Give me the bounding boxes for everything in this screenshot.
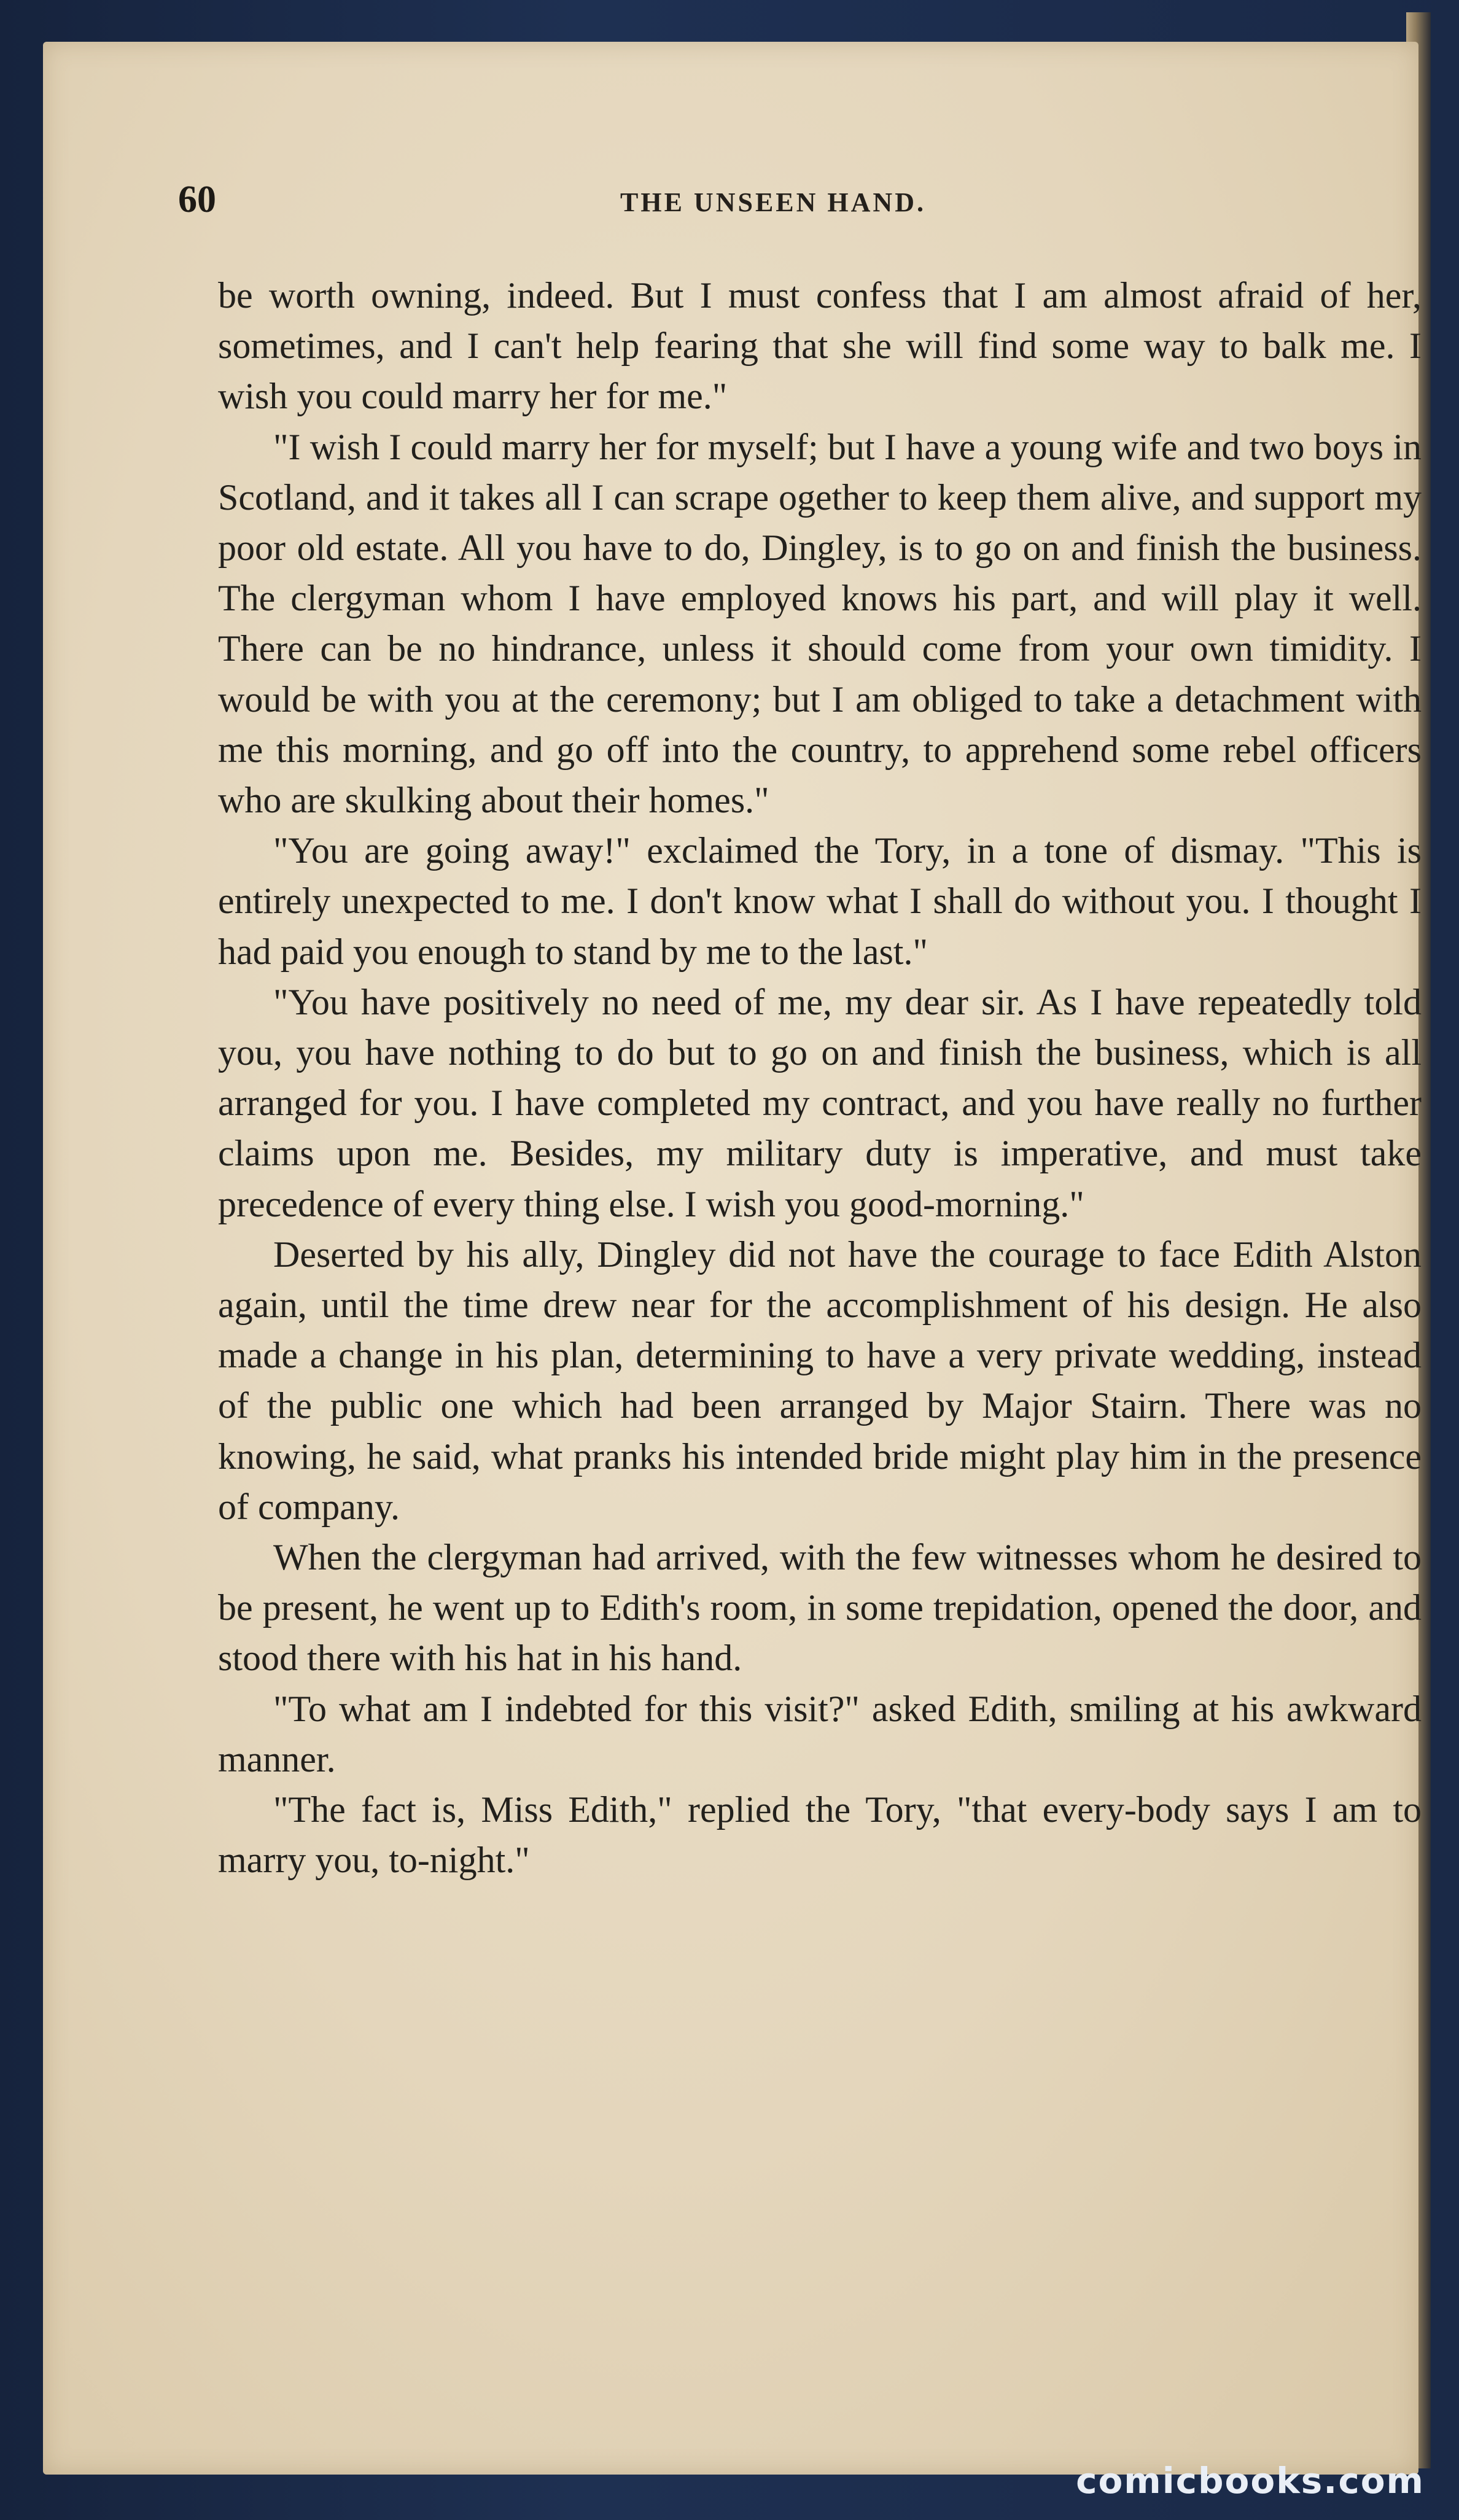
paragraph-3: "You are going away!" exclaimed the Tory, in a tone of dismay. "This is entirely unexpected to me. I don't know what I shall do without you. I thought I had paid you enough to stand by me to the last.": [218, 830, 1422, 972]
running-title: THE UNSEEN HAND.: [620, 187, 926, 217]
paragraph-5: Deserted by his ally, Dingley did not have the courage to face Edith Alston again, until the time drew near for the accomplishment of his design. He also made a change in his plan, determining to have a very private wedding, instead of the public one which had been arranged by Major Stairn. There was no knowing, he said, what pranks his intended bride might play him in the presence of company.: [218, 1234, 1422, 1527]
paragraph-2: "I wish I could marry her for myself; but I have a young wife and two boys in Scotland, and it takes all I can scrape ogether to keep them alive, and support my poor old estate. All you have to do, Dingley, is to go on and finish the business. The clergyman whom I have employed knows his part, and will play it well. There can be no hindrance, unless it should come from your own timidity. I would be with you at the ceremony; but I am obliged to take a detachment with me this morning, and go off into the country, to apprehend some rebel officers who are skulking about their homes.": [218, 426, 1422, 821]
paragraph-8: "The fact is, Miss Edith," replied the Tory, "that every-body says I am to marry you, to-night.": [218, 1789, 1422, 1881]
paragraph-1: be worth owning, indeed. But I must confess that I am almost afraid of her, sometimes, and I can't help fearing that she will find some way to balk me. I wish you could marry her for me.": [218, 275, 1422, 417]
paragraph-4: "You have positively no need of me, my dear sir. As I have repeatedly told you, you have nothing to do but to go on and finish the business, which is all arranged for you. I have completed my contract, and you have really no further claims upon me. Besides, my military duty is imperative, and must take precedence of every thing else. I wish you good-morning.": [218, 981, 1422, 1224]
page-number: 60: [178, 179, 216, 220]
paragraph-6: When the clergyman had arrived, with the few witnesses whom he desired to be present, he went up to Edith's room, in some trepidation, opened the door, and stood there with his hat in his hand.: [218, 1537, 1422, 1679]
page-header: [178, 178, 1400, 233]
body-text: [218, 270, 1422, 1886]
site-watermark: comicbooks.com: [1076, 2460, 1425, 2502]
paragraph-7: "To what am I indebted for this visit?" asked Edith, smiling at his awkward manner.: [218, 1688, 1422, 1779]
